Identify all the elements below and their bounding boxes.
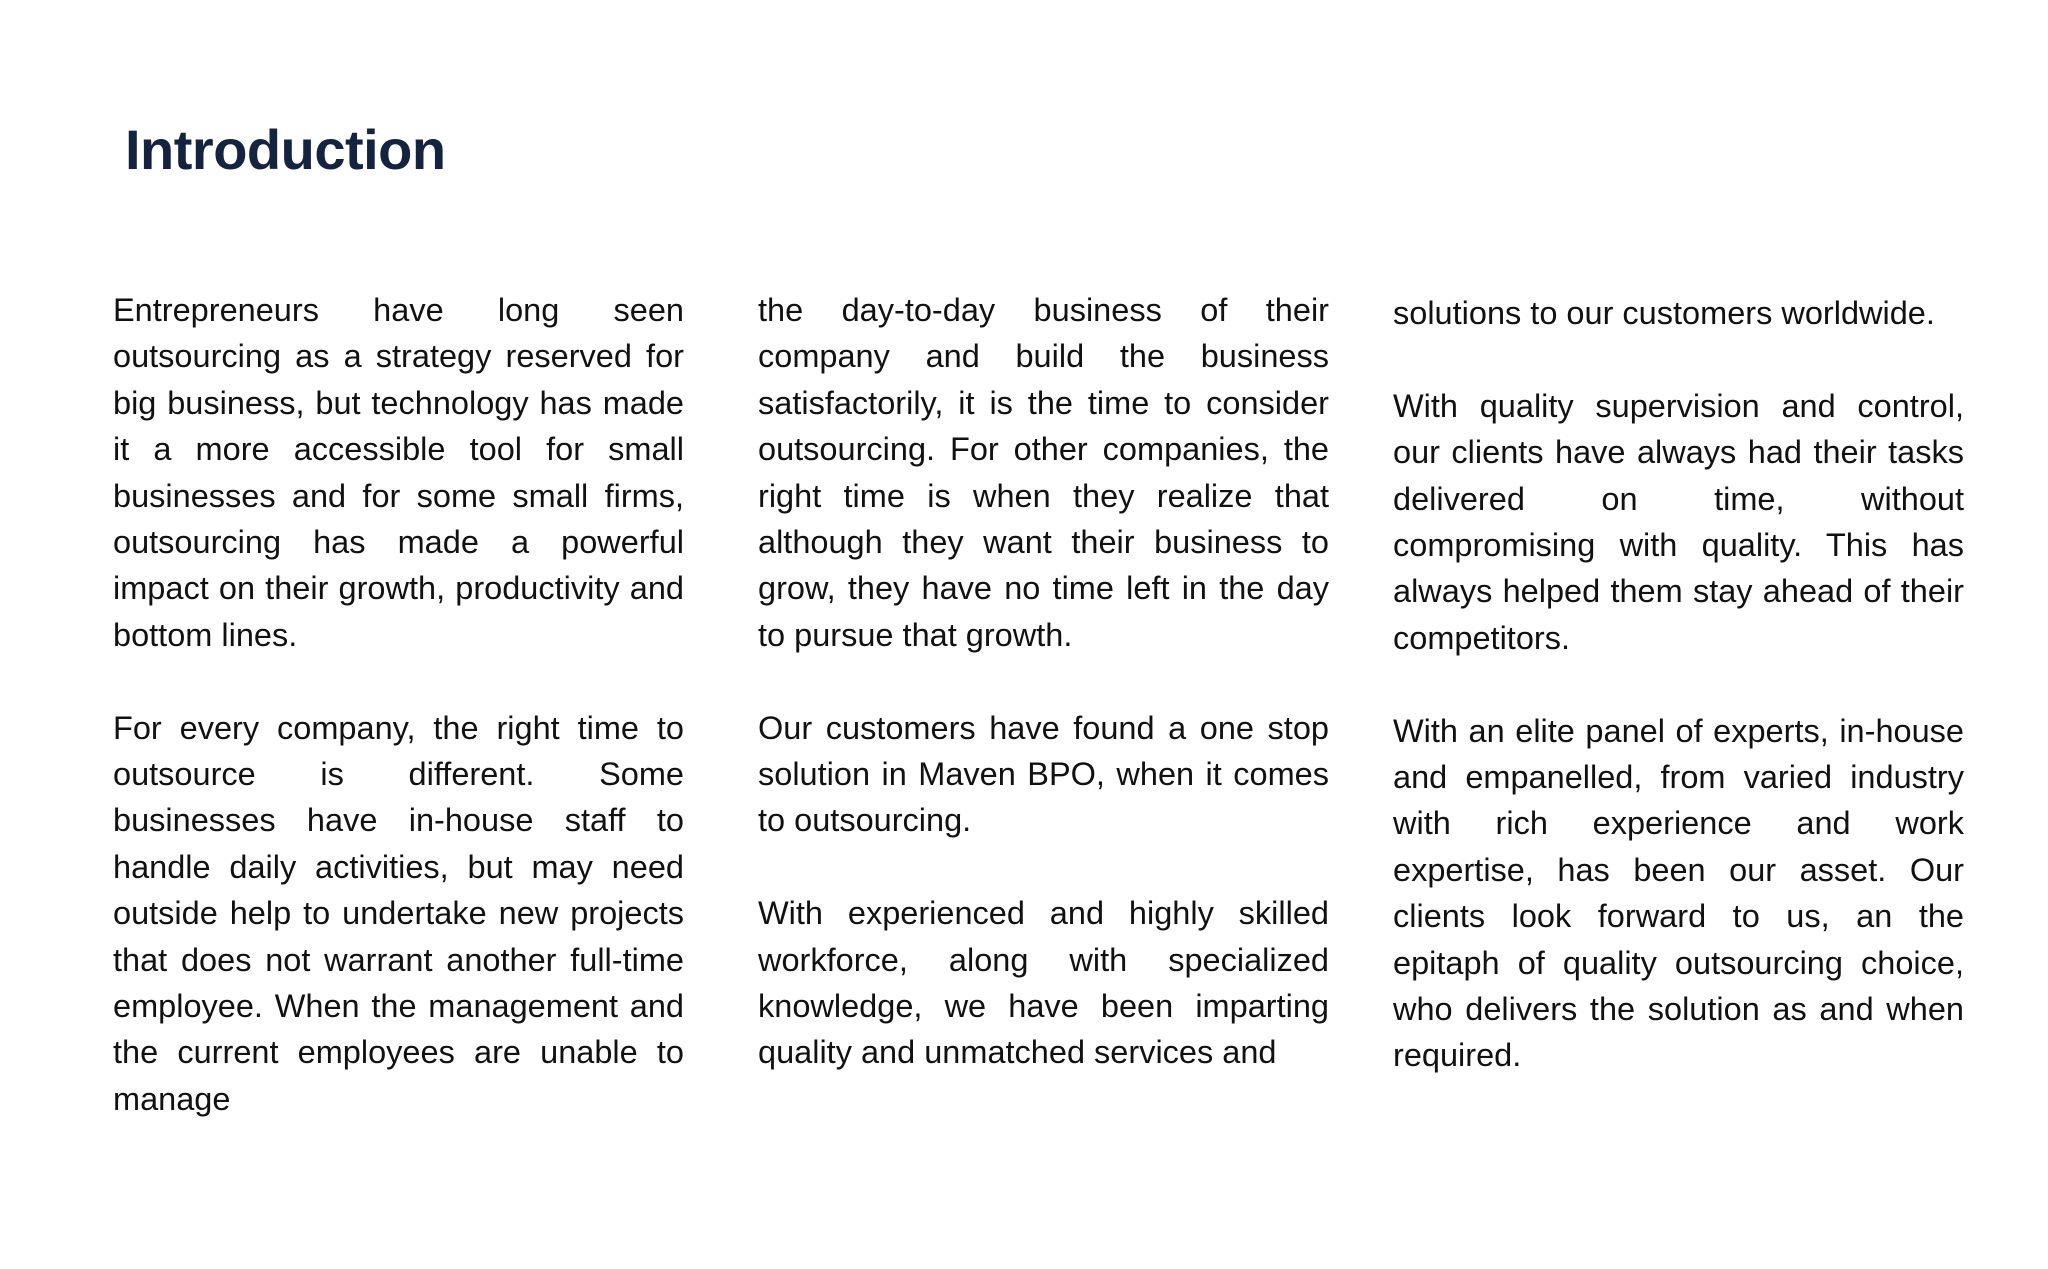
paragraph: With experienced and highly skilled workforce, along with specialized knowledge, we have been imparting quality and unmatched services and — [758, 895, 1329, 1071]
text-column-1 — [113, 287, 684, 1122]
text-column-3 — [1393, 290, 1964, 1079]
paragraph: the day-to-day business of their company and build the business satisfactorily, it is the time to consider outsourcing. For other companies, the right time is when they realize that although they want their business to grow, they have no time left in the day to pursue that growth. — [758, 292, 1329, 653]
paragraph: For every company, the right time to outsource is different. Some businesses have in-house staff to handle daily activities, but may need outside help to undertake new projects that does not warrant another full-time employee. When the management and the current employees are unable to manage — [113, 709, 684, 1117]
paragraph: With an elite panel of experts, in-house and empanelled, from varied industry with rich experience and work expertise, has been our asset. Our clients look forward to us, an the epitaph of quality outsourcing choice, who delivers the solution as and when required. — [1393, 712, 1964, 1074]
paragraph: With quality supervision and control, our clients have always had their tasks delivered on time, without compromising with quality. This has always helped them stay ahead of their competitors. — [1393, 387, 1964, 656]
paragraph: solutions to our customers worldwide. — [1393, 295, 1935, 331]
text-column-2 — [758, 287, 1329, 1076]
page-title: Introduction — [125, 118, 446, 181]
paragraph: Entrepreneurs have long seen outsourcing as a strategy reserved for big business, but technology has made it a more accessible tool for small businesses and for some small firms, outsourcing has made a powerful impact on their growth, productivity and bottom lines. — [113, 292, 684, 653]
paragraph: Our customers have found a one stop solution in Maven BPO, when it comes to outsourcing. — [758, 709, 1329, 839]
